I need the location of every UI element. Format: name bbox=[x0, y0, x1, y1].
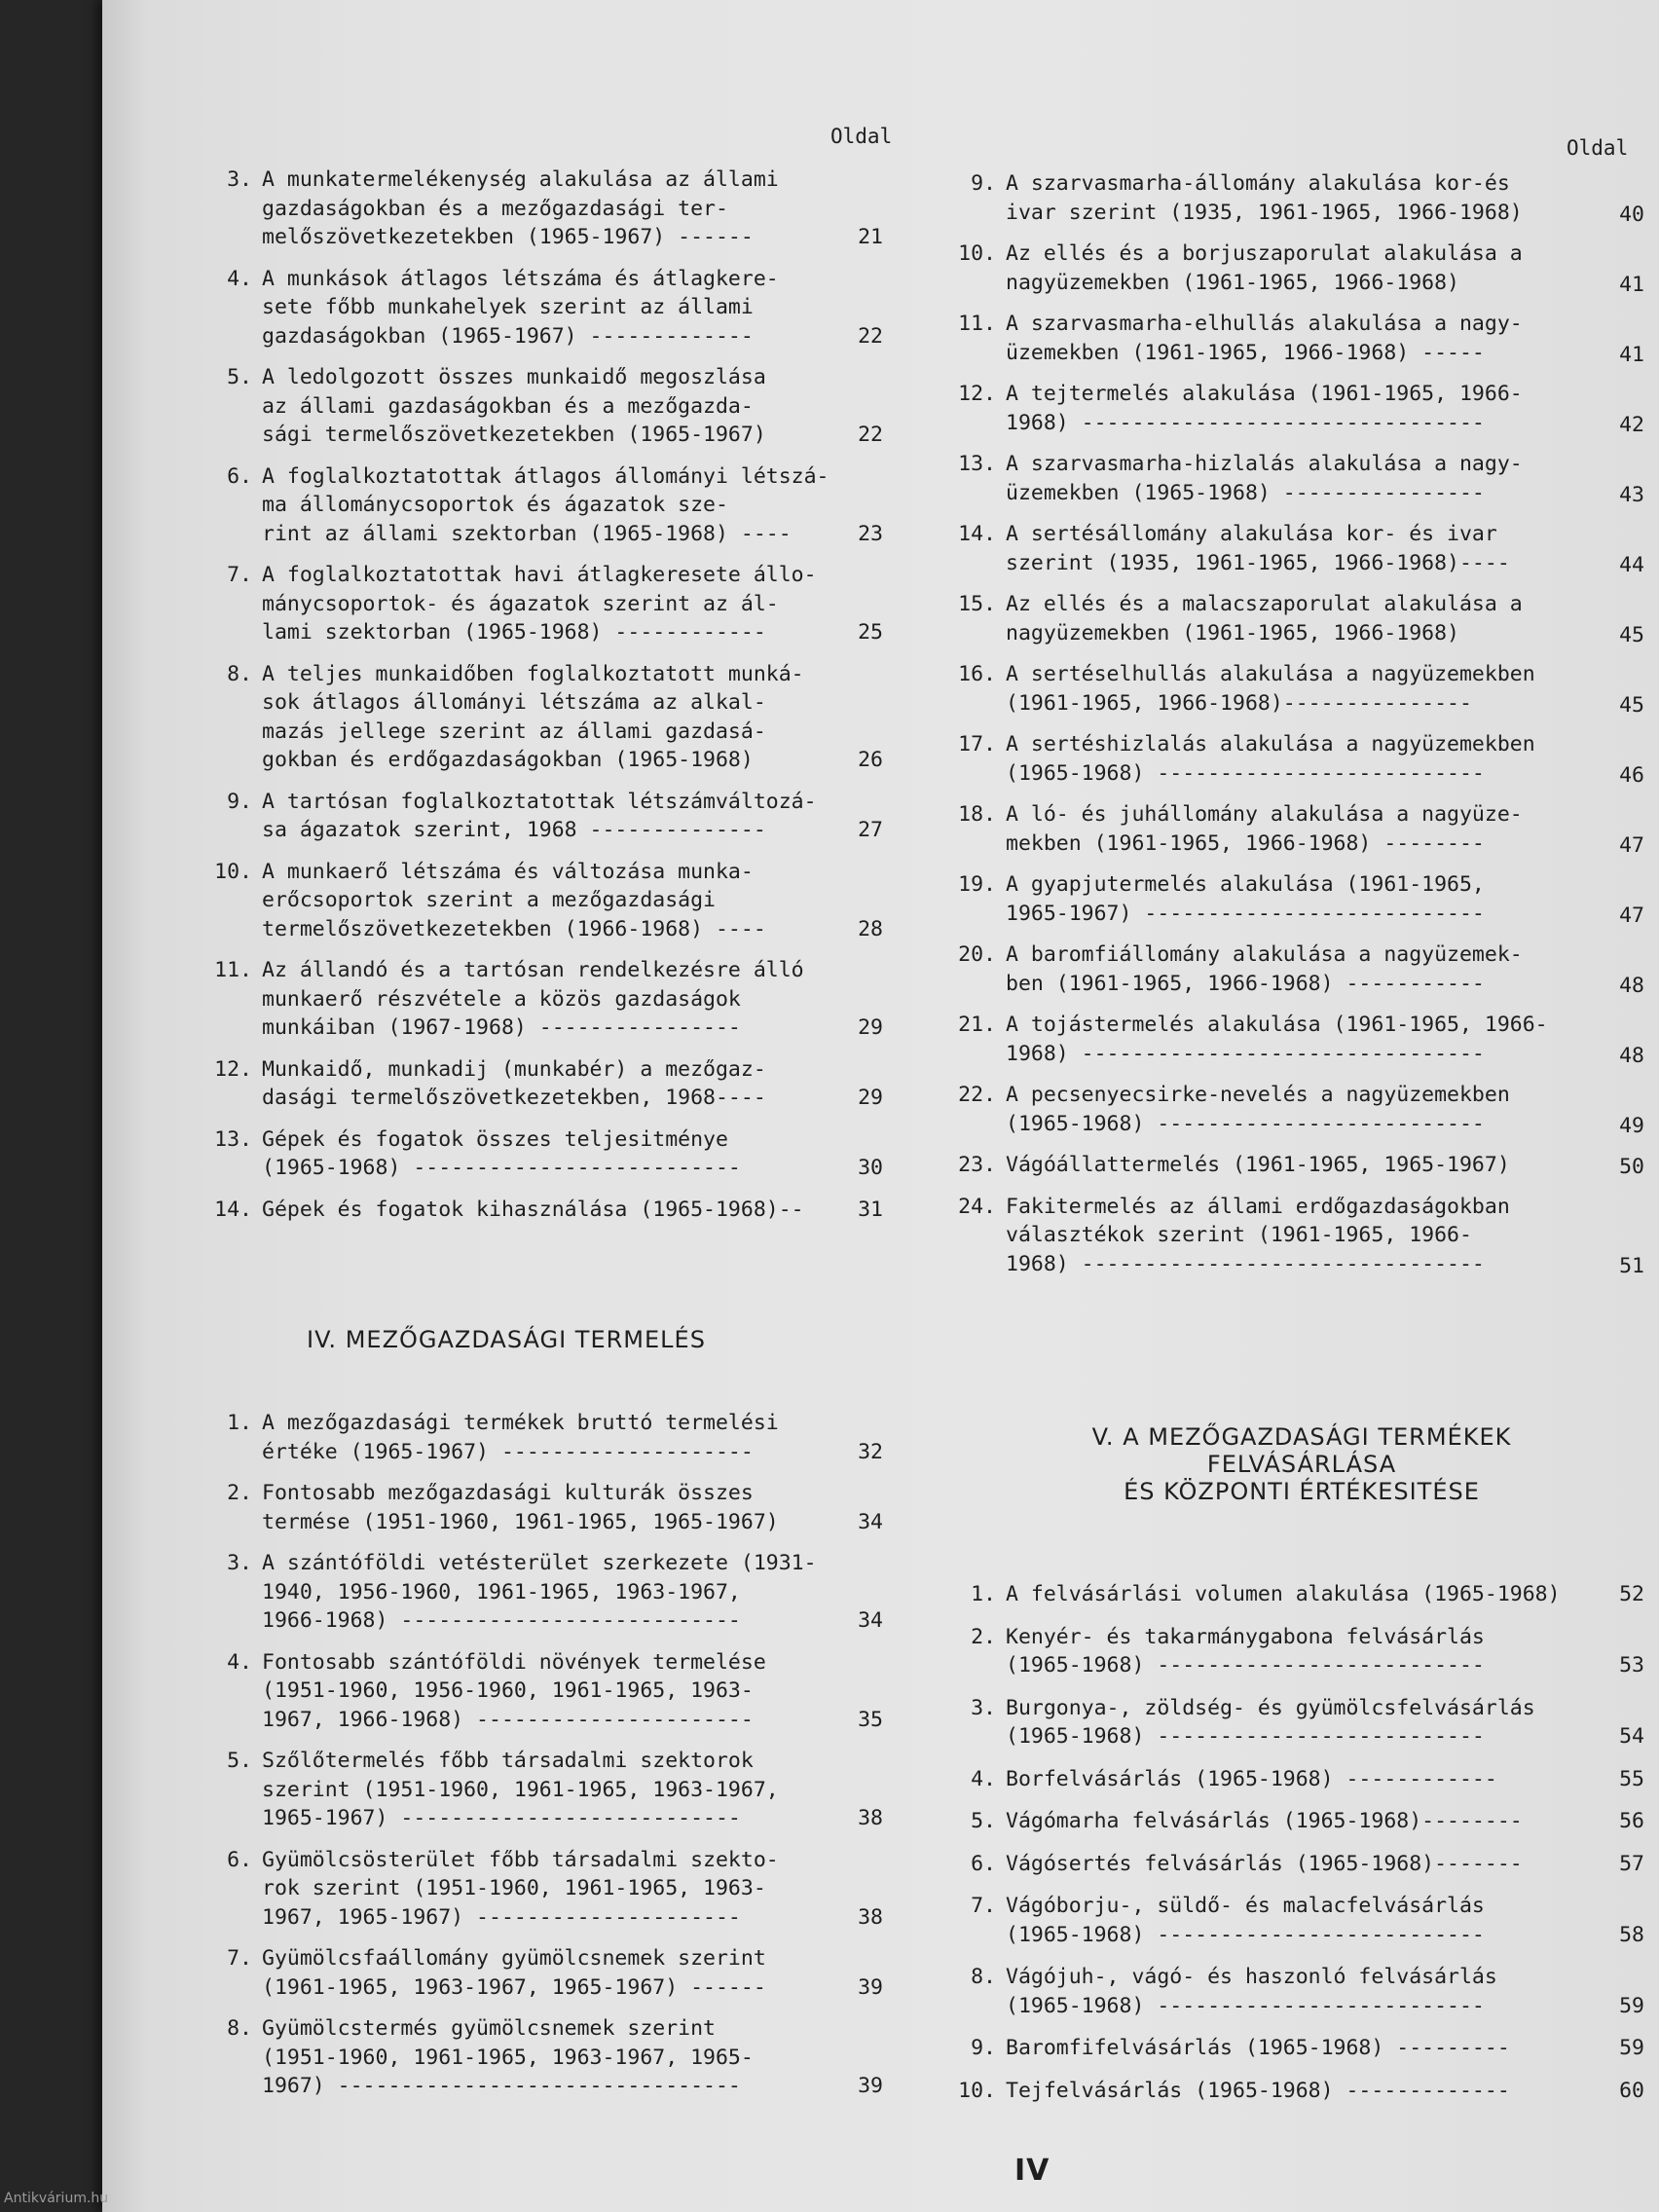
toc-entry-number: 7. bbox=[227, 563, 252, 587]
toc-entry-line: választékok szerint (1961-1965, 1966- bbox=[1006, 1223, 1472, 1247]
toc-entry bbox=[207, 858, 887, 944]
toc-entry-number: 8. bbox=[227, 661, 252, 686]
toc-entry-number: 2. bbox=[227, 1481, 252, 1505]
toc-entry-line: 1968) -------------------------------- bbox=[1006, 1041, 1485, 1066]
toc-entry-page-number: 27 bbox=[858, 818, 883, 842]
toc-entry-line: (1965-1968) -------------------------- bbox=[262, 1156, 741, 1180]
section-v-heading: V. A MEZŐGAZDASÁGI TERMÉKEK FELVÁSÁRLÁSA ÉS KÖZPONTI ÉRTÉKESITÉSE bbox=[1091, 1423, 1512, 1505]
toc-entry-line: Gyümölcsösterület főbb társadalmi szekto- bbox=[262, 1847, 779, 1872]
toc-entry-line: A baromfiállomány alakulása a nagyüzemek- bbox=[1006, 942, 1523, 967]
toc-entry-page-number: 50 bbox=[1619, 1155, 1644, 1179]
toc-entry bbox=[207, 1409, 887, 1466]
toc-entry-number: 3. bbox=[971, 1695, 996, 1720]
toc-entry bbox=[947, 940, 1648, 998]
toc-entry-number: 6. bbox=[227, 1847, 252, 1872]
toc-entry-number: 9. bbox=[227, 789, 252, 814]
toc-entry bbox=[947, 1193, 1648, 1279]
toc-entry-line: Vágóállattermelés (1961-1965, 1965-1967) bbox=[1006, 1153, 1510, 1177]
toc-entry-line: Tejfelvásárlás (1965-1968) ------------- bbox=[1006, 2078, 1510, 2103]
toc-entry-line: 1965-1967) --------------------------- bbox=[262, 1806, 741, 1830]
toc-entry-line: Az ellés és a borjuszaporulat alakulása a bbox=[1006, 241, 1523, 266]
toc-entry bbox=[947, 1623, 1648, 1680]
toc-entry-line: (1965-1968) -------------------------- bbox=[1006, 1724, 1485, 1749]
toc-entry-number: 8. bbox=[971, 1965, 996, 1989]
toc-entry bbox=[207, 1479, 887, 1536]
toc-entry bbox=[947, 1011, 1648, 1068]
toc-entry-page-number: 48 bbox=[1619, 973, 1644, 998]
toc-entry-line: szerint (1935, 1961-1965, 1966-1968)---- bbox=[1006, 550, 1510, 575]
toc-entry-line: üzemekben (1961-1965, 1966-1968) ----- bbox=[1006, 340, 1485, 365]
toc-entry-line: 1967) -------------------------------- bbox=[262, 2074, 741, 2098]
toc-entry-line: rok szerint (1951-1960, 1961-1965, 1963- bbox=[262, 1876, 766, 1900]
toc-entry-line: (1965-1968) -------------------------- bbox=[1006, 1922, 1485, 1947]
toc-entry-line: 1940, 1956-1960, 1961-1965, 1963-1967, bbox=[262, 1579, 741, 1604]
toc-entry-number: 9. bbox=[971, 171, 996, 196]
toc-entry-line: Borfelvásárlás (1965-1968) ------------ bbox=[1006, 1766, 1497, 1791]
toc-entry-number: 2. bbox=[971, 1624, 996, 1649]
toc-entry bbox=[207, 1944, 887, 2002]
toc-entry bbox=[947, 2077, 1648, 2106]
toc-entry bbox=[947, 1765, 1648, 1794]
toc-entry-page-number: 48 bbox=[1619, 1043, 1644, 1068]
toc-entry bbox=[207, 1125, 887, 1183]
toc-entry-number: 14. bbox=[958, 522, 996, 546]
toc-entry-line: Vágósertés felvásárlás (1965-1968)------- bbox=[1006, 1851, 1523, 1876]
toc-entry-page-number: 59 bbox=[1619, 1993, 1644, 2018]
toc-entry-line: 1965-1967) --------------------------- bbox=[1006, 901, 1485, 926]
toc-entry-line: ben (1961-1965, 1966-1968) ----------- bbox=[1006, 971, 1485, 996]
toc-entry bbox=[947, 310, 1648, 367]
toc-entry-number: 24. bbox=[958, 1194, 996, 1219]
toc-entry-page-number: 41 bbox=[1619, 272, 1644, 297]
toc-entry bbox=[207, 956, 887, 1043]
toc-entry-line: (1965-1968) -------------------------- bbox=[1006, 1111, 1485, 1136]
toc-entry-line: nagyüzemekben (1961-1965, 1966-1968) bbox=[1006, 620, 1459, 645]
toc-entry-line: A szántóföldi vetésterület szerkezete (1931- bbox=[262, 1551, 817, 1575]
toc-entry-page-number: 54 bbox=[1619, 1724, 1644, 1749]
toc-entry-number: 10. bbox=[958, 2078, 996, 2103]
toc-entry-line: mazás jellege szerint az állami gazdasá- bbox=[262, 719, 766, 744]
toc-entry-page-number: 35 bbox=[858, 1707, 883, 1732]
toc-entry-line: munkáiban (1967-1968) ---------------- bbox=[262, 1015, 741, 1040]
toc-entry-line: sa ágazatok szerint, 1968 -------------- bbox=[262, 818, 766, 842]
toc-entry bbox=[947, 380, 1648, 437]
toc-entry-number: 18. bbox=[958, 802, 996, 827]
toc-entry-number: 16. bbox=[958, 662, 996, 686]
toc-entry-line: dasági termelőszövetkezetekben, 1968---- bbox=[262, 1086, 766, 1110]
toc-entry bbox=[207, 2014, 887, 2101]
toc-entry bbox=[947, 169, 1648, 227]
toc-entry-line: Vágójuh-, vágó- és haszonló felvásárlás bbox=[1006, 1965, 1497, 1989]
toc-entry-line: (1965-1968) -------------------------- bbox=[1006, 760, 1485, 786]
toc-entry-line: A szarvasmarha-elhullás alakulása a nagy- bbox=[1006, 312, 1523, 336]
toc-entry-line: 1968) -------------------------------- bbox=[1006, 1251, 1485, 1276]
toc-entry-line: Gyümölcstermés gyümölcsnemek szerint bbox=[262, 2016, 716, 2041]
left-oldal-label: Oldal bbox=[830, 125, 893, 148]
toc-entry-number: 10. bbox=[214, 859, 252, 884]
toc-entry-line: A szarvasmarha-állomány alakulása kor-és bbox=[1006, 171, 1510, 196]
toc-entry-line: mekben (1961-1965, 1966-1968) -------- bbox=[1006, 830, 1485, 856]
toc-entry-number: 11. bbox=[958, 312, 996, 336]
toc-entry-number: 10. bbox=[958, 241, 996, 266]
toc-entry-line: 1967, 1966-1968) ---------------------- bbox=[262, 1707, 754, 1732]
toc-entry-line: munkaerő részvétele a közös gazdaságok bbox=[262, 986, 741, 1012]
toc-entry bbox=[207, 265, 887, 351]
toc-entry-line: (1965-1968) -------------------------- bbox=[1006, 1653, 1485, 1677]
toc-entry-line: üzemekben (1965-1968) ---------------- bbox=[1006, 480, 1485, 505]
toc-entry-line: A pecsenyecsirke-nevelés a nagyüzemekben bbox=[1006, 1083, 1510, 1107]
toc-entry-number: 13. bbox=[958, 452, 996, 476]
toc-entry bbox=[207, 462, 887, 549]
toc-entry-line: értéke (1965-1967) -------------------- bbox=[262, 1439, 754, 1464]
toc-entry-page-number: 46 bbox=[1619, 762, 1644, 788]
watermark: Antikvárium.hu bbox=[4, 2191, 109, 2206]
toc-entry-number: 8. bbox=[227, 2016, 252, 2041]
toc-entry-line: az állami gazdaságokban és a mezőgazda- bbox=[262, 393, 754, 419]
toc-entry-number: 1. bbox=[227, 1411, 252, 1435]
toc-entry-number: 3. bbox=[227, 167, 252, 192]
toc-entry-line: A sertéselhullás alakulása a nagyüzemekben bbox=[1006, 662, 1535, 686]
toc-entry bbox=[947, 240, 1648, 297]
toc-entry-line: A munkaerő létszáma és változása munka- bbox=[262, 859, 754, 884]
toc-entry bbox=[207, 1747, 887, 1833]
toc-entry-line: Fontosabb szántóföldi növények termelése bbox=[262, 1649, 766, 1675]
toc-entry-number: 7. bbox=[227, 1946, 252, 1971]
toc-entry-number: 5. bbox=[971, 1809, 996, 1833]
toc-entry-page-number: 32 bbox=[858, 1439, 883, 1464]
toc-entry bbox=[207, 363, 887, 450]
toc-entry-page-number: 51 bbox=[1619, 1253, 1644, 1278]
toc-entry-page-number: 30 bbox=[858, 1156, 883, 1180]
toc-entry bbox=[207, 660, 887, 775]
toc-entry-number: 13. bbox=[214, 1126, 252, 1152]
toc-entry-page-number: 34 bbox=[858, 1509, 883, 1534]
toc-entry-page-number: 45 bbox=[1619, 622, 1644, 647]
toc-entry-line: Szőlőtermelés főbb társadalmi szektorok bbox=[262, 1749, 754, 1773]
toc-entry-line: 1967, 1965-1967) --------------------- bbox=[262, 1904, 741, 1930]
toc-entry bbox=[947, 800, 1648, 858]
toc-entry-page-number: 38 bbox=[858, 1806, 883, 1830]
toc-entry-page-number: 26 bbox=[858, 748, 883, 772]
toc-entry-line: A szarvasmarha-hizlalás alakulása a nagy- bbox=[1006, 452, 1523, 476]
toc-entry-page-number: 44 bbox=[1619, 552, 1644, 577]
toc-entry-line: A sertéshizlalás alakulása a nagyüzemekben bbox=[1006, 732, 1535, 756]
toc-entry-number: 21. bbox=[958, 1013, 996, 1037]
toc-entry-line: ivar szerint (1935, 1961-1965, 1966-1968) bbox=[1006, 200, 1523, 225]
toc-entry-page-number: 56 bbox=[1619, 1809, 1644, 1833]
toc-entry-page-number: 34 bbox=[858, 1608, 883, 1633]
toc-entry-line: Gépek és fogatok összes teljesitménye bbox=[262, 1126, 728, 1152]
toc-entry bbox=[207, 1846, 887, 1933]
toc-entry-line: szerint (1951-1960, 1961-1965, 1963-1967, bbox=[262, 1777, 779, 1802]
toc-entry-number: 23. bbox=[958, 1153, 996, 1177]
document-page bbox=[102, 0, 1659, 2212]
toc-entry-number: 1. bbox=[971, 1582, 996, 1606]
toc-entry-number: 4. bbox=[227, 266, 252, 291]
toc-entry-line: sete főbb munkahelyek szerint az állami bbox=[262, 295, 754, 319]
toc-entry-page-number: 60 bbox=[1619, 2078, 1644, 2103]
toc-entry bbox=[207, 1549, 887, 1636]
toc-entry-line: rint az állami szektorban (1965-1968) ---- bbox=[262, 521, 792, 546]
toc-entry-line: A ledolgozott összes munkaidő megoszlása bbox=[262, 365, 766, 389]
section-iv-heading: IV. MEZŐGAZDASÁGI TERMELÉS bbox=[307, 1326, 706, 1353]
toc-entry-line: Fakitermelés az állami erdőgazdaságokban bbox=[1006, 1194, 1510, 1219]
toc-entry-page-number: 49 bbox=[1619, 1113, 1644, 1138]
toc-entry bbox=[207, 788, 887, 845]
toc-entry-line: (1951-1960, 1956-1960, 1961-1965, 1963- bbox=[262, 1678, 754, 1703]
toc-entry-number: 14. bbox=[214, 1197, 252, 1222]
toc-entry bbox=[947, 1807, 1648, 1836]
toc-entry bbox=[947, 1151, 1648, 1180]
toc-entry bbox=[207, 561, 887, 647]
toc-entry-page-number: 55 bbox=[1619, 1766, 1644, 1791]
toc-entry-line: gokban és erdőgazdaságokban (1965-1968) bbox=[262, 748, 754, 772]
toc-entry-line: A munkatermelékenység alakulása az állami bbox=[262, 167, 779, 192]
toc-entry-line: Gépek és fogatok kihasználása (1965-1968)-- bbox=[262, 1197, 804, 1222]
toc-entry-line: A munkások átlagos létszáma és átlagkere- bbox=[262, 266, 779, 291]
toc-entry-page-number: 38 bbox=[858, 1904, 883, 1930]
toc-entry-number: 20. bbox=[958, 942, 996, 967]
toc-entry-number: 5. bbox=[227, 1749, 252, 1773]
toc-entry bbox=[207, 166, 887, 252]
toc-entry-line: 1968) -------------------------------- bbox=[1006, 410, 1485, 435]
toc-entry-page-number: 47 bbox=[1619, 903, 1644, 928]
toc-entry-line: A foglalkoztatottak havi átlagkeresete állo- bbox=[262, 563, 817, 587]
toc-entry-line: 1966-1968) --------------------------- bbox=[262, 1608, 741, 1633]
toc-entry-page-number: 29 bbox=[858, 1086, 883, 1110]
toc-entry-page-number: 43 bbox=[1619, 482, 1644, 507]
toc-entry-line: A felvásárlási volumen alakulása (1965-1968) bbox=[1006, 1582, 1561, 1606]
toc-entry-number: 7. bbox=[971, 1894, 996, 1918]
toc-entry-line: gazdaságokban (1965-1967) ------------- bbox=[262, 323, 754, 349]
toc-entry bbox=[947, 1850, 1648, 1879]
toc-entry-page-number: 59 bbox=[1619, 2036, 1644, 2060]
toc-entry-line: A ló- és juhállomány alakulása a nagyüze- bbox=[1006, 802, 1523, 827]
toc-entry-number: 3. bbox=[227, 1551, 252, 1575]
toc-entry-page-number: 40 bbox=[1619, 202, 1644, 227]
toc-entry-number: 4. bbox=[971, 1766, 996, 1791]
toc-entry-line: A teljes munkaidőben foglalkoztatott munká- bbox=[262, 661, 804, 686]
toc-entry-page-number: 41 bbox=[1619, 342, 1644, 367]
toc-entry-line: Vágómarha felvásárlás (1965-1968)-------- bbox=[1006, 1809, 1523, 1833]
toc-entry-line: A gyapjutermelés alakulása (1961-1965, bbox=[1006, 872, 1485, 897]
toc-entry-page-number: 22 bbox=[858, 323, 883, 349]
toc-entry bbox=[947, 2034, 1648, 2063]
toc-entry-number: 12. bbox=[958, 382, 996, 406]
toc-entry-page-number: 39 bbox=[858, 2074, 883, 2098]
toc-entry-line: melőszövetkezetekben (1965-1967) ------ bbox=[262, 225, 754, 249]
toc-entry-line: A tojástermelés alakulása (1961-1965, 1966- bbox=[1006, 1013, 1548, 1037]
toc-entry-line: Fontosabb mezőgazdasági kulturák összes bbox=[262, 1481, 754, 1505]
toc-entry-line: nagyüzemekben (1961-1965, 1966-1968) bbox=[1006, 270, 1459, 295]
toc-entry-number: 6. bbox=[971, 1851, 996, 1876]
toc-entry-page-number: 25 bbox=[858, 620, 883, 645]
toc-entry-number: 15. bbox=[958, 592, 996, 616]
toc-entry-line: (1965-1968) -------------------------- bbox=[1006, 1993, 1485, 2018]
toc-entry-page-number: 57 bbox=[1619, 1851, 1644, 1876]
toc-entry-number: 9. bbox=[971, 2036, 996, 2060]
toc-entry-line: sági termelőszövetkezetekben (1965-1967) bbox=[262, 423, 766, 447]
toc-entry-line: ma állománycsoportok és ágazatok sze- bbox=[262, 493, 728, 517]
toc-entry-line: A mezőgazdasági termékek bruttó termelési bbox=[262, 1411, 779, 1435]
toc-entry-page-number: 52 bbox=[1619, 1582, 1644, 1606]
toc-entry-line: Gyümölcsfaállomány gyümölcsnemek szerint bbox=[262, 1946, 766, 1971]
toc-entry-line: sok átlagos állományi létszáma az alkal- bbox=[262, 690, 766, 715]
toc-entry-page-number: 39 bbox=[858, 1974, 883, 2000]
toc-entry-line: mánycsoportok- és ágazatok szerint az ál- bbox=[262, 591, 779, 616]
right-oldal-label: Oldal bbox=[1567, 136, 1629, 160]
toc-entry-line: A sertésállomány alakulása kor- és ivar bbox=[1006, 522, 1497, 546]
toc-entry-line: Baromfifelvásárlás (1965-1968) --------- bbox=[1006, 2036, 1510, 2060]
toc-entry-line: (1961-1965, 1963-1967, 1965-1967) ------ bbox=[262, 1974, 766, 2000]
toc-entry-page-number: 45 bbox=[1619, 692, 1644, 718]
toc-entry-line: (1961-1965, 1966-1968)--------------- bbox=[1006, 690, 1472, 716]
toc-entry-line: termelőszövetkezetekben (1966-1968) ---- bbox=[262, 916, 766, 941]
toc-entry-line: A tejtermelés alakulása (1961-1965, 1966- bbox=[1006, 382, 1523, 406]
toc-entry bbox=[947, 1963, 1648, 2020]
toc-entry-line: Burgonya-, zöldség- és gyümölcsfelvásárlás bbox=[1006, 1695, 1535, 1720]
toc-entry-page-number: 47 bbox=[1619, 832, 1644, 858]
toc-entry-line: Kenyér- és takarmánygabona felvásárlás bbox=[1006, 1624, 1485, 1649]
toc-entry-page-number: 31 bbox=[858, 1197, 883, 1222]
toc-entry-number: 4. bbox=[227, 1649, 252, 1675]
toc-entry-line: A foglalkoztatottak átlagos állományi létszá- bbox=[262, 463, 830, 489]
toc-entry-line: Vágóborju-, süldő- és malacfelvásárlás bbox=[1006, 1894, 1485, 1918]
toc-entry bbox=[947, 1081, 1648, 1138]
toc-entry bbox=[947, 520, 1648, 577]
toc-entry-number: 12. bbox=[214, 1056, 252, 1082]
toc-entry-line: erőcsoportok szerint a mezőgazdasági bbox=[262, 888, 716, 912]
toc-entry-number: 5. bbox=[227, 365, 252, 389]
toc-entry bbox=[207, 1055, 887, 1113]
toc-entry-line: A tartósan foglalkoztatottak létszámváltozá- bbox=[262, 789, 817, 814]
toc-entry bbox=[947, 1694, 1648, 1751]
page-folio: IV bbox=[1014, 2154, 1051, 2188]
toc-entry-page-number: 22 bbox=[858, 423, 883, 447]
toc-entry bbox=[947, 450, 1648, 507]
toc-entry bbox=[947, 730, 1648, 788]
toc-entry-page-number: 28 bbox=[858, 916, 883, 941]
toc-entry-line: lami szektorban (1965-1968) ------------ bbox=[262, 620, 766, 645]
toc-entry bbox=[947, 660, 1648, 718]
toc-entry-page-number: 58 bbox=[1619, 1922, 1644, 1947]
toc-entry-page-number: 21 bbox=[858, 225, 883, 249]
toc-entry bbox=[947, 1580, 1648, 1609]
toc-entry-number: 11. bbox=[214, 958, 252, 982]
toc-entry-line: gazdaságokban és a mezőgazdasági ter- bbox=[262, 196, 728, 221]
toc-entry-page-number: 23 bbox=[858, 521, 883, 546]
toc-entry bbox=[947, 590, 1648, 647]
toc-entry-number: 17. bbox=[958, 732, 996, 756]
toc-entry-page-number: 42 bbox=[1619, 412, 1644, 437]
toc-entry bbox=[207, 1648, 887, 1735]
toc-entry-line: termése (1951-1960, 1961-1965, 1965-1967) bbox=[262, 1509, 779, 1534]
toc-entry-page-number: 29 bbox=[858, 1015, 883, 1040]
toc-entry bbox=[207, 1196, 887, 1225]
toc-entry-line: Az állandó és a tartósan rendelkezésre álló bbox=[262, 958, 804, 982]
toc-entry bbox=[947, 870, 1648, 928]
toc-entry-number: 19. bbox=[958, 872, 996, 897]
toc-entry-number: 6. bbox=[227, 463, 252, 489]
toc-entry bbox=[947, 1892, 1648, 1949]
toc-entry-number: 22. bbox=[958, 1083, 996, 1107]
toc-entry-line: Az ellés és a malacszaporulat alakulása a bbox=[1006, 592, 1523, 616]
toc-entry-line: (1951-1960, 1961-1965, 1963-1967, 1965- bbox=[262, 2045, 754, 2070]
toc-entry-page-number: 53 bbox=[1619, 1653, 1644, 1677]
toc-entry-line: Munkaidő, munkadij (munkabér) a mezőgaz- bbox=[262, 1056, 766, 1082]
